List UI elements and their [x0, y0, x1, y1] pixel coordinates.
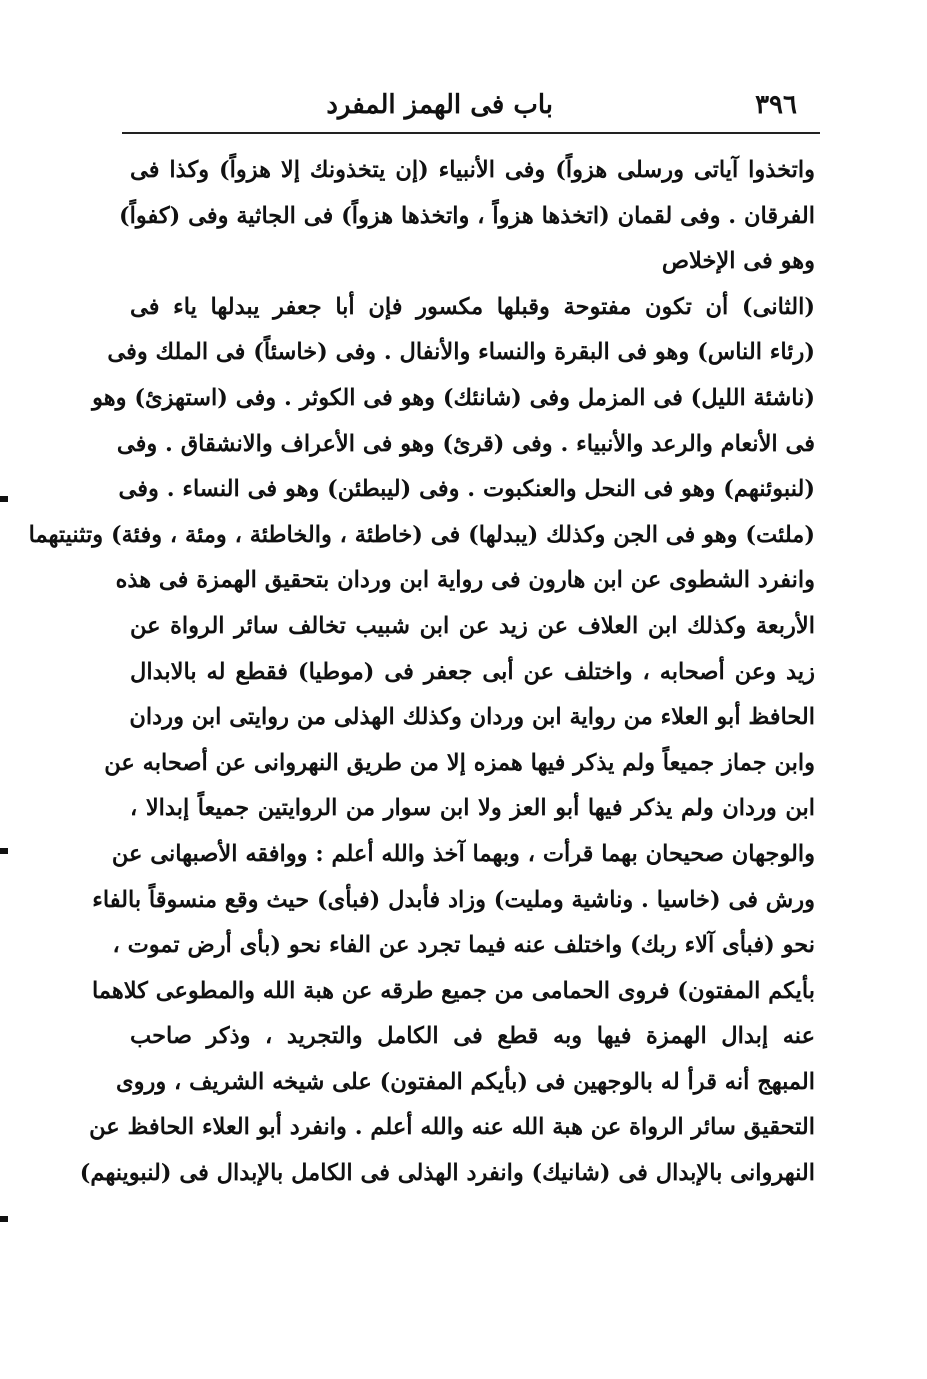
- header-rule: [122, 132, 820, 134]
- text-line-14: وابن جماز جميعاً ولم يذكر فيها همزه إلا من طريق النهروانى عن أصحابه عن: [104, 749, 815, 776]
- page-header: [125, 86, 815, 130]
- text-line-8: (لنبوئنهم) وهو فى النحل والعنكبوت . وفى (ليبطئن) وهو فى النساء . وفى: [118, 476, 815, 503]
- text-line-5: (رئاء الناس) وهو فى البقرة والنساء والأنفال . وفى (خاسئاً) فى الملك وفى: [107, 339, 815, 366]
- text-line-22: التحقيق سائر الرواة عن هبة الله عنه والله أعلم . وانفرد أبو العلاء الحافظ عن: [89, 1114, 815, 1141]
- page-number: ٣٩٦: [755, 90, 797, 120]
- margin-mark: [0, 496, 8, 502]
- text-line-2: الفرقان . وفى لقمان (اتخذها هزواً ، واتخذها هزواً) فى الجاثية وفى (كفواً): [119, 202, 815, 229]
- text-line-18: نحو (فبأى آلاء ربك) واختلف عنه فيما تجرد عن الفاء نحو (بأى أرض تموت ،: [112, 932, 815, 959]
- running-title: باب فى الهمز المفرد: [326, 90, 553, 120]
- text-line-11: الأربعة وكذلك ابن العلاف عن زيد عن ابن شبيب تخالف سائر الرواة عن: [130, 612, 815, 639]
- text-line-4: (الثانى) أن تكون مفتوحة وقبلها مكسور فإن أبا جعفر يبدلها ياء فى: [130, 293, 815, 320]
- text-line-12: زيد وعن أصحابه ، واختلف عن أبى جعفر فى (موطيا) فقطع له بالابدال: [130, 658, 815, 685]
- margin-mark: [0, 1216, 8, 1222]
- text-line-17: ورش فى (خاسيا . وناشية ومليت) وزاد فأبدل (فبأى) حيث وقع منسوقاً بالفاء: [92, 886, 815, 913]
- text-line-7: فى الأنعام والرعد والأنبياء . وفى (قرئ) وهو فى الأعراف والانشقاق . وفى: [116, 430, 815, 457]
- text-line-23: النهروانى بالإبدال فى (شانيك) وانفرد الهذلى فى الكامل بالإبدال فى (لنبوينهم): [79, 1160, 815, 1187]
- text-line-1: واتخذوا آياتى ورسلى هزواً) وفى الأنبياء (إن يتخذونك إلا هزواً) وكذا فى: [130, 157, 815, 183]
- text-line-13: الحافظ أبو العلاء من رواية ابن وردان وكذلك الهذلى من روايتى ابن وردان: [129, 704, 815, 731]
- text-line-19: بأيكم المفتون) فروى الحمامى من جميع طرقه عن هبة الله والمطوعى كلاهما: [92, 977, 815, 1004]
- body-text: [28, 148, 815, 1197]
- text-line-10: وانفرد الشطوى عن ابن هارون فى رواية ابن وردان بتحقيق الهمزة فى هذه: [115, 567, 815, 594]
- text-line-21: المبهج أنه قرأ له بالوجهين فى (بأيكم المفتون) على شيخه الشريف ، وروى: [116, 1068, 815, 1095]
- text-line-3: وهو فى الإخلاص: [661, 248, 815, 275]
- text-line-6: (ناشئة الليل) فى المزمل وفى (شانئك) وهو فى الكوثر . وفى (استهزئ) وهو: [92, 384, 815, 411]
- text-line-20: عنه إبدال الهمزة فيها وبه قطع فى الكامل والتجريد ، وذكر صاحب: [130, 1023, 815, 1050]
- text-line-9: (ملئت) وهو فى الجن وكذلك (يبدلها) فى (خاطئة ، والخاطئة ، ومئة ، وفئة) وتثنيتهما: [28, 521, 815, 548]
- text-line-15: ابن وردان ولم يذكر فيها أبو العز ولا ابن سوار من الروايتين جميعاً إبدالا ،: [130, 795, 815, 822]
- text-line-16: والوجهان صحيحان بهما قرأت ، وبهما آخذ والله أعلم : ووافقه الأصبهانى عن: [111, 840, 815, 867]
- margin-mark: [0, 848, 8, 854]
